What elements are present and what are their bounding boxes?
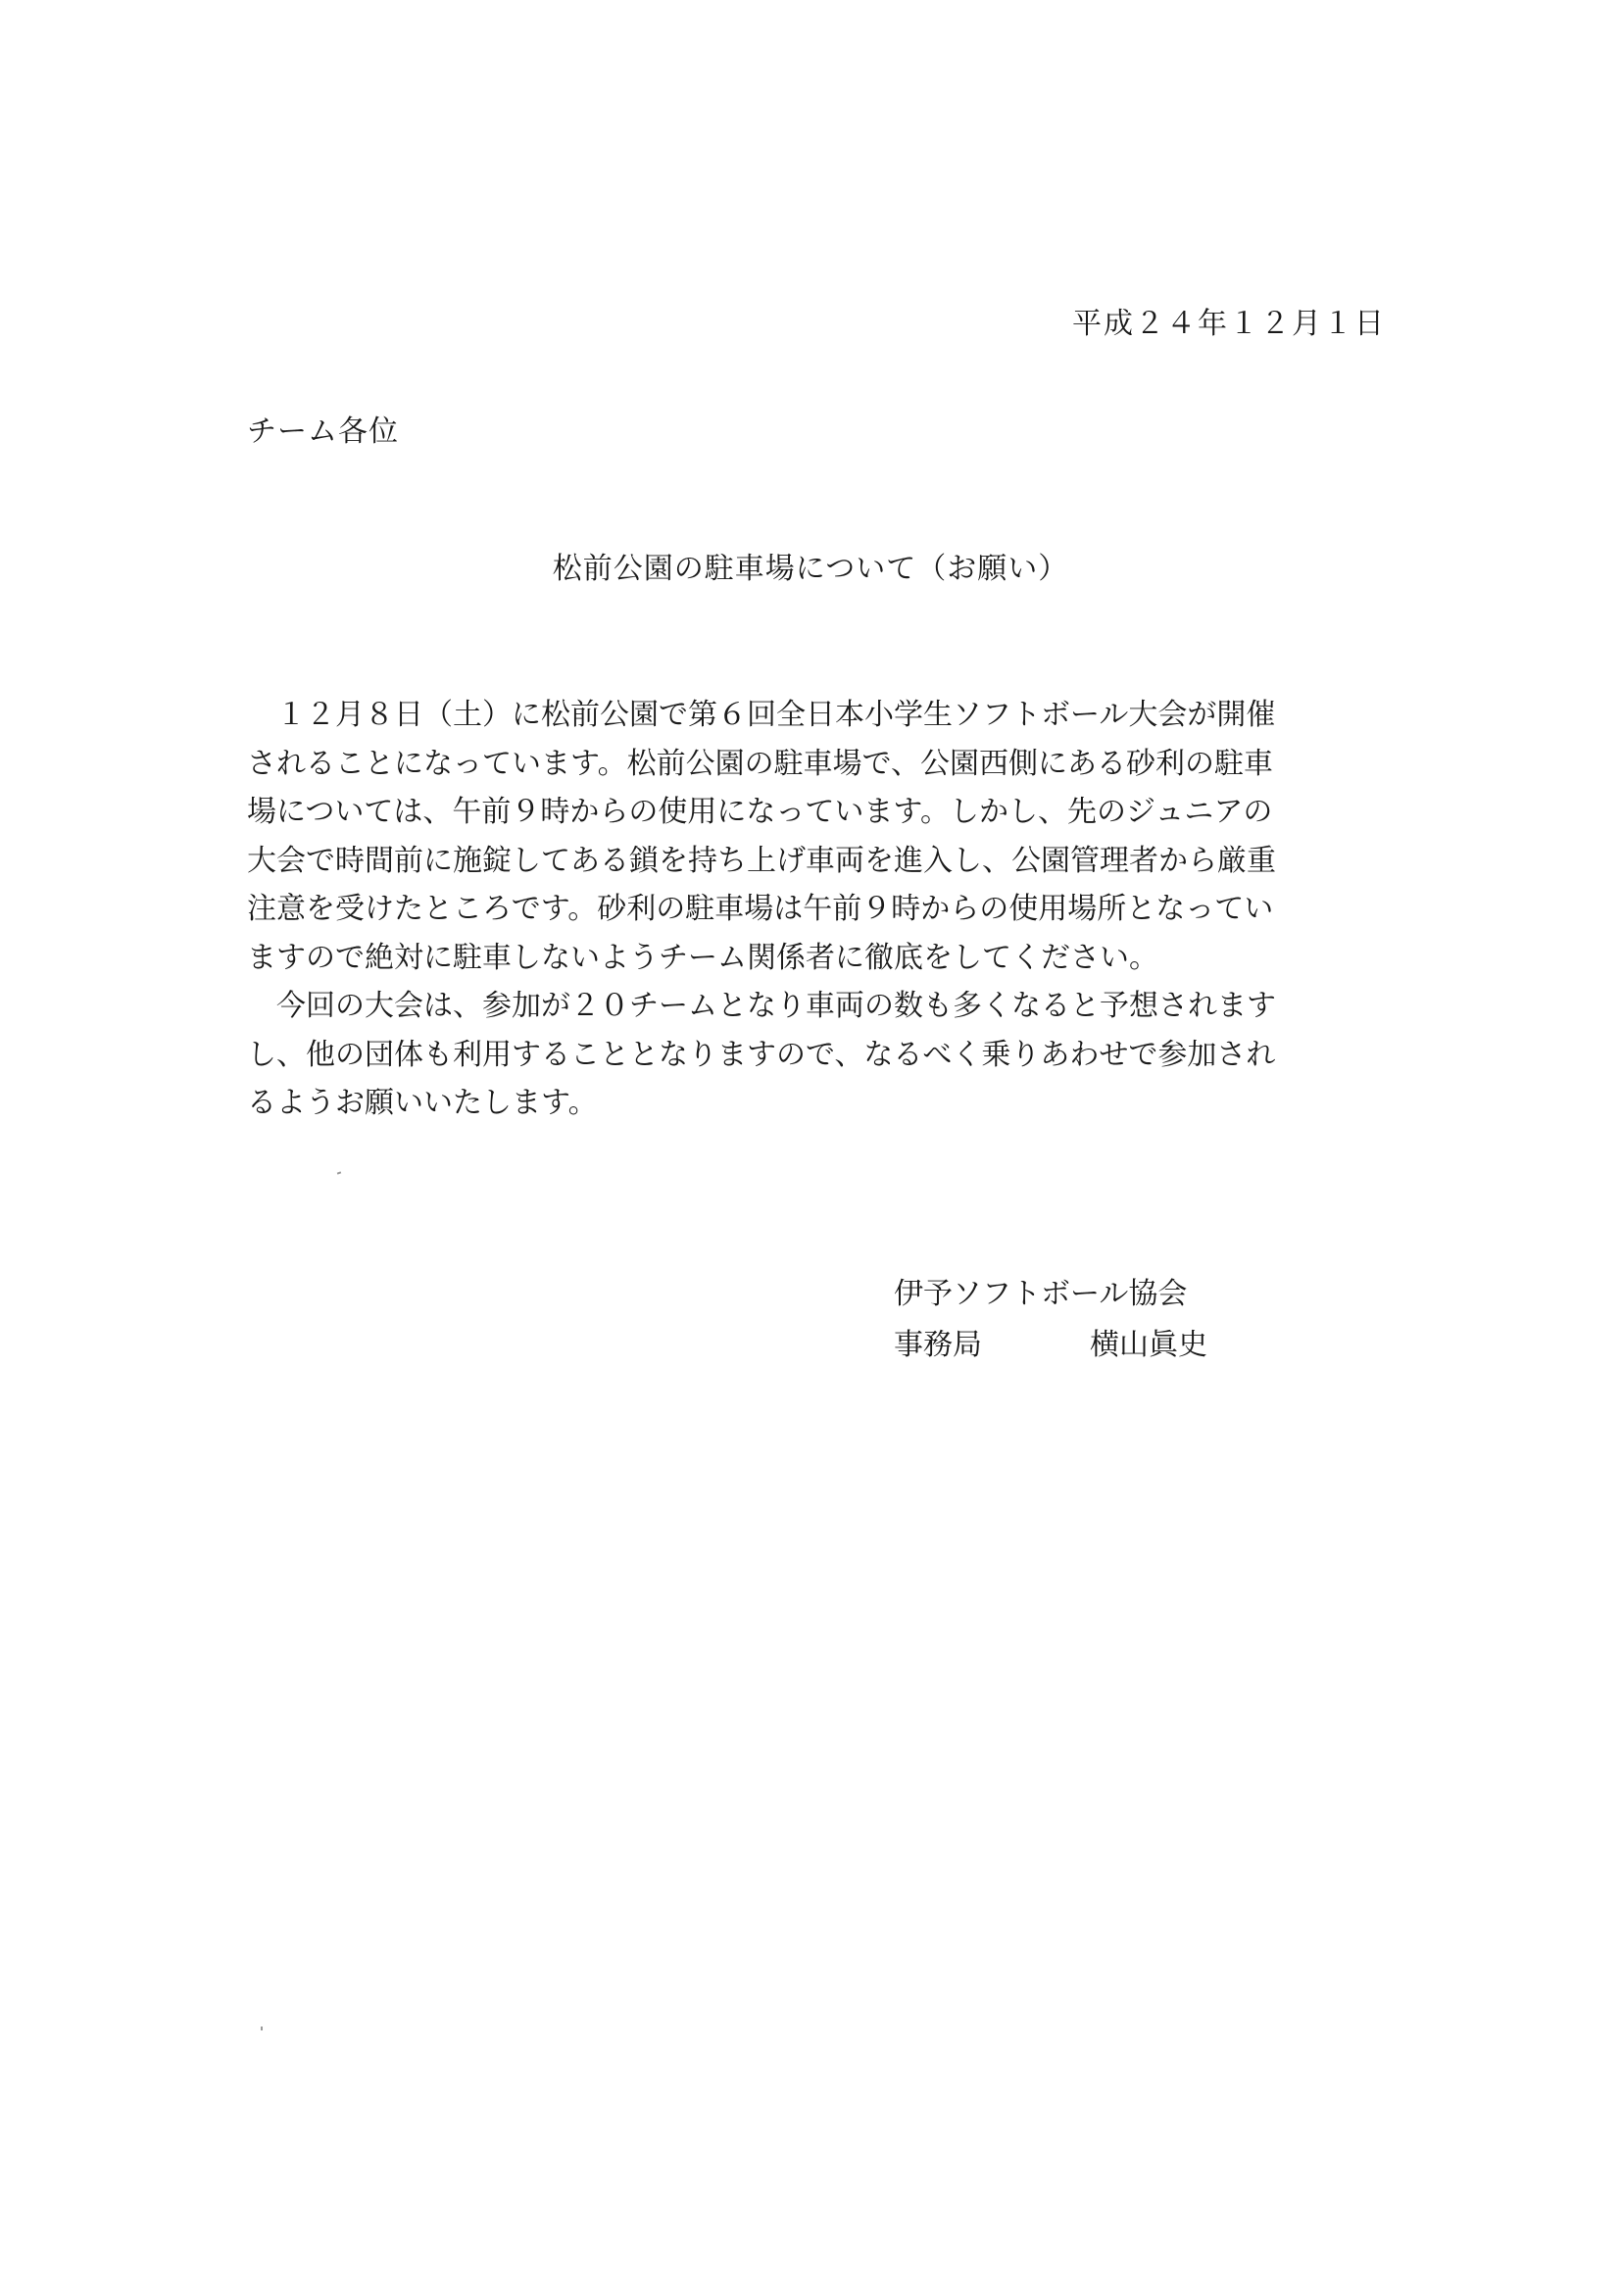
signature-contact-row: [894, 1320, 1207, 1371]
body-line: 場については、午前９時からの使用になっています。しかし、先のジュニアの: [247, 795, 1273, 829]
body-line: １２月８日（土）に松前公園で第６回全日本小学生ソフトボール大会が開催: [247, 698, 1276, 732]
addressee: チーム各位: [247, 415, 399, 449]
signature-role: 事務局: [894, 1328, 982, 1362]
signature-name: 横山眞史: [1090, 1328, 1207, 1362]
body-line: るようお願いいたします。: [247, 1086, 598, 1120]
letter-date: 平成２４年１２月１日: [1072, 307, 1386, 341]
body-line: 今回の大会は、参加が２０チームとなり車両の数も多くなると予想されます: [247, 989, 1276, 1023]
body-line: 注意を受けたところです。砂利の駐車場は午前９時からの使用場所となってい: [247, 892, 1274, 926]
body-line: 大会で時間前に施錠してある鎖を持ち上げ車両を進入し、公園管理者から厳重: [247, 843, 1276, 878]
body-line: されることになっています。松前公園の駐車場で、公園西側にある砂利の駐車: [247, 746, 1273, 781]
body-line: し、他の団体も利用することとなりますので、なるべく乗りあわせで参加され: [247, 1037, 1276, 1072]
signature-block: [894, 1269, 1207, 1371]
scan-speck: [261, 2027, 263, 2030]
letter-body: [247, 691, 1394, 1128]
body-line: ますので絶対に駐車しないようチーム関係者に徹底をしてください。: [247, 940, 1158, 975]
letter-title: 松前公園の駐車場について（お願い）: [552, 552, 1069, 586]
signature-organization: 伊予ソフトボール協会: [894, 1277, 1188, 1311]
scan-speck: [337, 1171, 341, 1174]
